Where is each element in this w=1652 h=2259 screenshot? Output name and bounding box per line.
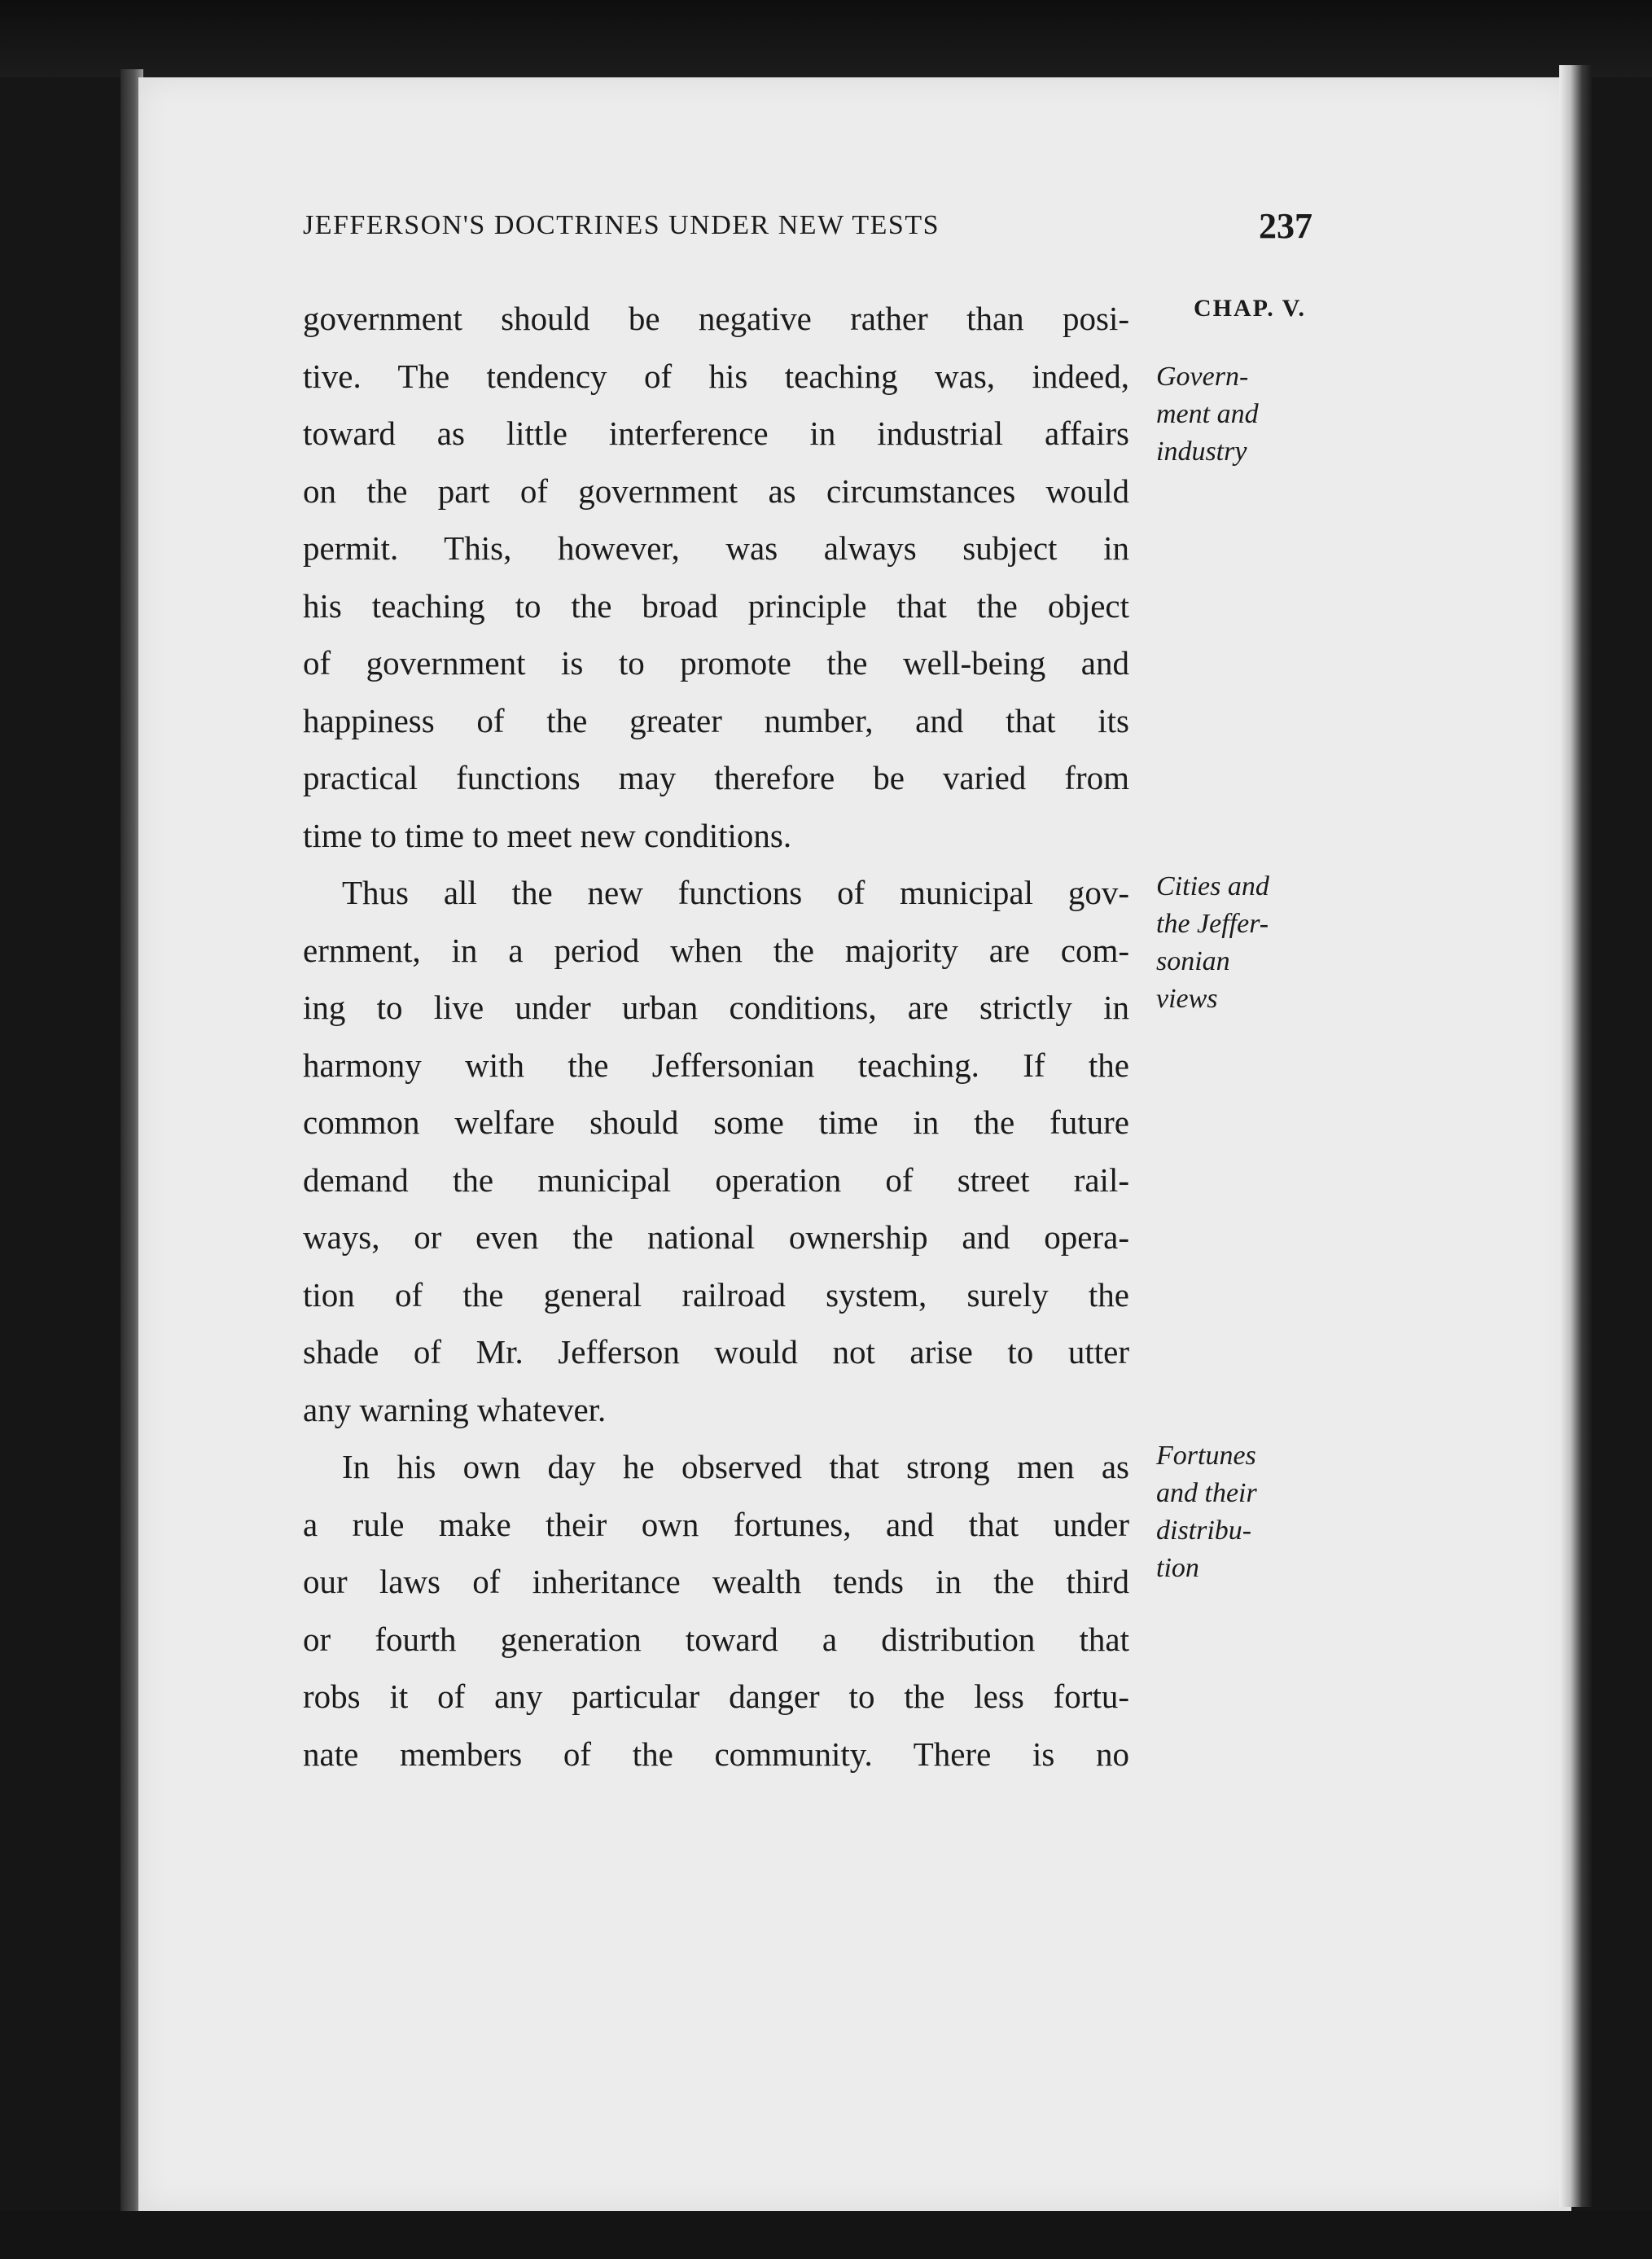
margin-note-line: tion [1156,1553,1199,1583]
margin-note-line: ment and [1156,399,1259,429]
margin-note-line: distribu- [1156,1516,1252,1546]
paragraph-1 [303,290,1129,864]
scan-bottom-border [0,2211,1652,2259]
text-line: common welfare should some time in the future [303,1103,1129,1141]
margin-note-line: and their [1156,1478,1257,1508]
text-line: demand the municipal operation of street rail- [303,1160,1129,1199]
text-line: toward as little interference in industrial affairs [303,415,1129,452]
page-header [303,205,1312,254]
text-line: any warning whatever. [303,1390,607,1428]
paragraph-2 [303,864,1129,1438]
text-line: practical functions may therefore be varied from [303,759,1129,796]
text-line: tive. The tendency of his teaching was, indeed, [303,357,1129,395]
text-line: ernment, in a period when the majority are com- [303,931,1129,969]
page-right-edge [1559,65,1592,2207]
text-line: nate members of the community. There is no [303,1735,1129,1773]
margin-note-line: sonian [1156,946,1230,976]
margin-note-fortunes [1156,1437,1335,1587]
body-text [303,290,1129,1783]
paragraph-3 [303,1438,1129,1783]
text-line: his teaching to the broad principle that the object [303,586,1129,625]
margin-note-line: industry [1156,436,1247,467]
text-line: Thus all the new functions of municipal gov- [342,874,1129,911]
text-line: tion of the general railroad system, surely the [303,1275,1129,1314]
text-line: robs it of any particular danger to the less fortu- [303,1678,1129,1715]
text-line: permit. This, however, was always subject in [303,529,1129,567]
text-line: on the part of government as circumstances would [303,472,1129,510]
margin-note-cities [1156,868,1335,1018]
text-line: In his own day he observed that strong men as [342,1448,1129,1485]
margin-note-line: the Jeffer- [1156,909,1269,939]
margin-note-government-industry [1156,358,1335,471]
running-title: JEFFERSON'S DOCTRINES UNDER NEW TESTS [303,210,940,240]
text-line: our laws of inheritance wealth tends in the third [303,1563,1129,1600]
text-line: harmony with the Jeffersonian teaching. If the [303,1046,1129,1084]
text-line: ing to live under urban conditions, are strictly in [303,989,1129,1026]
text-line: ways, or even the national ownership and opera- [303,1218,1129,1256]
text-line: shade of Mr. Jefferson would not arise to utter [303,1333,1129,1371]
text-line: government should be negative rather than posi- [303,300,1129,337]
margin-note-line: Govern- [1156,362,1249,392]
text-line: of government is to promote the well-being and [303,644,1129,682]
text-line: a rule make their own fortunes, and that under [303,1505,1129,1543]
scan-top-border [0,0,1652,77]
margin-note-line: Fortunes [1156,1441,1256,1471]
chapter-label: CHAP. V. [1194,295,1306,322]
page-number: 237 [1259,206,1312,246]
text-line: time to time to meet new conditions. [303,816,792,854]
margin-note-line: views [1156,984,1218,1014]
text-line: happiness of the greater number, and that its [303,701,1129,739]
margin-note-line: Cities and [1156,871,1269,901]
text-line: or fourth generation toward a distribution that [303,1620,1129,1658]
